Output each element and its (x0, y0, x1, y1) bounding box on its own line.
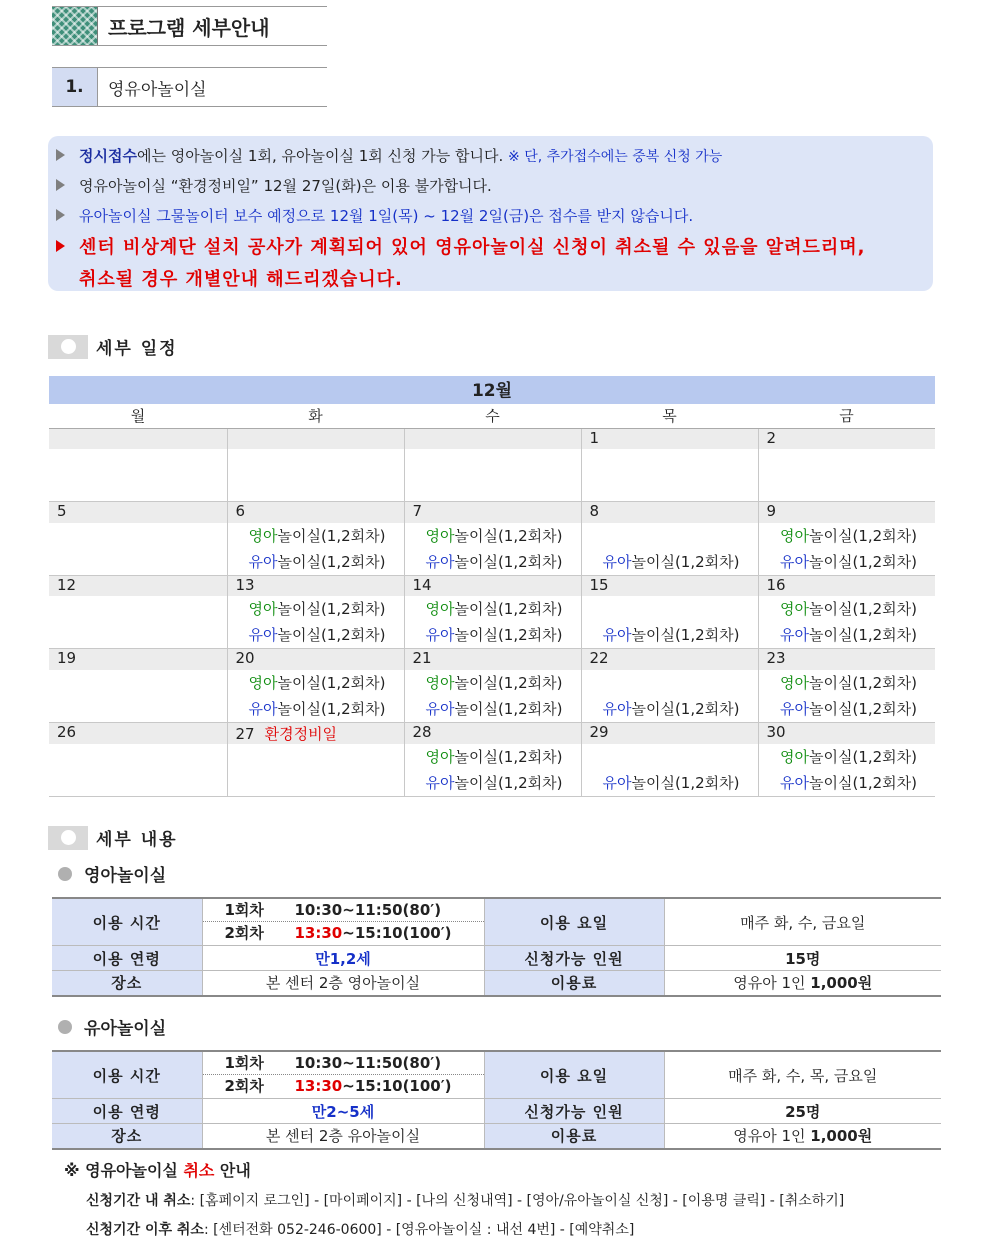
notice-text: 영유아놀이실 “환경정비일” 12월 27일(화)은 이용 불가합니다. (79, 176, 492, 195)
cancel-within-period: 신청기간 내 취소: [홈페이지 로그인] - [마이페이지] - [나의 신청내역] - [영아/유아놀이실 신청] - [이용명 클릭] - [취소하기] (86, 1193, 845, 1209)
calendar-date: 20 (227, 649, 404, 670)
notice-text: 유아놀이실 그물놀이터 보수 예정으로 12월 1일(목) ~ 12월 2일(금)은 접수를 받지 않습니다. (79, 206, 694, 225)
baby-room-entry: 영아놀이실(1,2회차) (780, 747, 918, 766)
time-label: 이용 시간 (52, 1051, 202, 1099)
age-value: 만1,2세 (202, 946, 484, 971)
calendar-date: 9 (758, 502, 935, 523)
schedule-heading (48, 334, 178, 359)
calendar-day-cell (227, 449, 404, 502)
toddler-room-entry: 유아놀이실(1,2회차) (602, 699, 740, 718)
toddler-room-entry: 유아놀이실(1,2회차) (602, 773, 740, 792)
calendar-day-cell (49, 523, 227, 576)
calendar-day-cell (581, 449, 758, 502)
notice-warning: 취소될 경우 개별안내 해드리겠습니다. (79, 269, 403, 290)
days-label: 이용 요일 (484, 1051, 664, 1099)
toddler-room-entry: 유아놀이실(1,2회차) (780, 552, 918, 571)
header-pattern-icon (52, 7, 98, 45)
circle-bullet-icon (48, 335, 88, 359)
notice-box (48, 136, 933, 291)
baby-room-entry: 영아놀이실(1,2회차) (780, 526, 918, 545)
notice-line-4 (56, 230, 933, 262)
calendar-day-cell (49, 596, 227, 649)
capacity-label: 신청가능 인원 (484, 1099, 664, 1124)
calendar-date (49, 428, 227, 449)
capacity-label: 신청가능 인원 (484, 946, 664, 971)
toddler-room-entry: 유아놀이실(1,2회차) (425, 552, 563, 571)
place-label: 장소 (52, 971, 202, 996)
calendar-date-row (49, 649, 935, 670)
fee-value: 영유아 1인 1,000원 (664, 971, 941, 996)
baby-room-entry: 영아놀이실(1,2회차) (248, 526, 386, 545)
calendar-date: 30 (758, 722, 935, 744)
days-value: 매주 화, 수, 목, 금요일 (664, 1051, 941, 1099)
weekday-fri: 금 (758, 404, 935, 428)
place-label: 장소 (52, 1124, 202, 1149)
days-label: 이용 요일 (484, 898, 664, 946)
calendar-date: 16 (758, 575, 935, 596)
page-header (52, 6, 327, 46)
weekday-tue: 화 (227, 404, 404, 428)
fee-value: 영유아 1인 1,000원 (664, 1124, 941, 1149)
toddler-room-entry: 유아놀이실(1,2회차) (248, 552, 386, 571)
weekday-wed: 수 (404, 404, 581, 428)
calendar-day-cell (49, 449, 227, 502)
toddler-room-entry: 유아놀이실(1,2회차) (425, 626, 563, 644)
holiday-label: 환경정비일 (264, 724, 338, 743)
calendar-day-cell (581, 670, 758, 723)
calendar-day-cell (404, 670, 581, 723)
calendar-day-cell (581, 744, 758, 797)
calendar-day-cell (581, 596, 758, 649)
calendar-date: 27 환경정비일 (227, 722, 404, 744)
calendar-date: 8 (581, 502, 758, 523)
calendar-date-row (49, 502, 935, 523)
calendar-date: 28 (404, 722, 581, 744)
calendar-content-row (49, 523, 935, 576)
baby-room-entry: 영아놀이실(1,2회차) (780, 673, 918, 692)
circle-bullet-icon (58, 867, 72, 881)
calendar-day-cell (404, 596, 581, 649)
capacity-value: 15명 (664, 946, 941, 971)
schedule-title: 세부 일정 (96, 339, 178, 359)
fee-label: 이용료 (484, 971, 664, 996)
baby-room-entry: 영아놀이실(1,2회차) (425, 747, 563, 766)
calendar-date: 5 (49, 502, 227, 523)
calendar-date: 12 (49, 575, 227, 596)
calendar-date: 22 (581, 649, 758, 670)
toddler-room-entry: 유아놀이실(1,2회차) (248, 699, 386, 718)
place-value: 본 센터 2층 영아놀이실 (202, 971, 484, 996)
baby-room-table (52, 897, 941, 997)
toddler-room-table (52, 1050, 941, 1150)
section-title: 영유아놀이실 (108, 79, 207, 100)
calendar-content-row (49, 670, 935, 723)
calendar-date: 15 (581, 575, 758, 596)
calendar-date: 13 (227, 575, 404, 596)
notice-line-1 (56, 140, 933, 170)
calendar-day-cell (404, 449, 581, 502)
calendar-date-row (49, 575, 935, 596)
calendar-day-cell (227, 596, 404, 649)
calendar (49, 376, 935, 797)
days-value: 매주 화, 수, 금요일 (664, 898, 941, 946)
calendar-date-row (49, 722, 935, 744)
calendar-date: 19 (49, 649, 227, 670)
calendar-date: 29 (581, 722, 758, 744)
calendar-day-cell (581, 523, 758, 576)
section-header (52, 67, 327, 107)
weekday-mon: 월 (49, 404, 227, 428)
toddler-room-entry: 유아놀이실(1,2회차) (602, 552, 740, 571)
calendar-date: 7 (404, 502, 581, 523)
place-value: 본 센터 2층 유아놀이실 (202, 1124, 484, 1149)
details-heading (48, 825, 178, 850)
calendar-day-cell (758, 744, 935, 797)
baby-room-entry: 영아놀이실(1,2회차) (425, 600, 563, 618)
baby-room-entry: 영아놀이실(1,2회차) (248, 600, 386, 618)
toddler-room-entry: 유아놀이실(1,2회차) (248, 626, 386, 644)
calendar-date: 23 (758, 649, 935, 670)
toddler-room-heading: 유아놀이실 (58, 1014, 166, 1039)
cancel-guide-title: ※ 영유아놀이실 취소 안내 (64, 1161, 251, 1180)
cancel-after-period: 신청기간 이후 취소: [센터전화 052-246-0600] - [영유아놀이실 : 내선 4번] - [예약취소] (86, 1222, 635, 1238)
toddler-room-entry: 유아놀이실(1,2회차) (425, 699, 563, 718)
calendar-day-cell (404, 523, 581, 576)
toddler-room-entry: 유아놀이실(1,2회차) (780, 773, 918, 792)
calendar-date: 1 (581, 428, 758, 449)
calendar-day-cell (758, 596, 935, 649)
triangle-bullet-icon (56, 209, 65, 221)
calendar-date: 6 (227, 502, 404, 523)
calendar-day-cell (758, 670, 935, 723)
notice-note: ※ 단, 추가접수에는 중복 신청 가능 (508, 148, 723, 165)
triangle-bullet-icon (56, 149, 65, 161)
capacity-value: 25명 (664, 1099, 941, 1124)
calendar-date (227, 428, 404, 449)
weekday-thu: 목 (581, 404, 758, 428)
toddler-room-entry: 유아놀이실(1,2회차) (780, 699, 918, 718)
notice-line-3 (56, 200, 933, 230)
calendar-date: 14 (404, 575, 581, 596)
toddler-room-entry: 유아놀이실(1,2회차) (425, 773, 563, 792)
section-number: 1. (52, 68, 98, 106)
toddler-room-entry: 유아놀이실(1,2회차) (780, 626, 918, 644)
calendar-date-row (49, 428, 935, 449)
calendar-date: 26 (49, 722, 227, 744)
baby-room-heading: 영아놀이실 (58, 861, 166, 886)
time-value: 1회차 10:30~11:50(80′) 2회차 13:30~15:10(100′) (202, 1051, 484, 1099)
calendar-content-row (49, 744, 935, 797)
notice-line-5 (56, 262, 933, 294)
calendar-content-row (49, 596, 935, 649)
baby-room-entry: 영아놀이실(1,2회차) (425, 673, 563, 692)
time-value: 1회차 10:30~11:50(80′) 2회차 13:30~15:10(100′) (202, 898, 484, 946)
calendar-day-cell (227, 523, 404, 576)
toddler-room-entry: 유아놀이실(1,2회차) (602, 626, 740, 644)
notice-warning: 센터 비상계단 설치 공사가 계획되어 있어 영유아놀이실 신청이 취소될 수 있음을 알려드리며, (79, 237, 866, 258)
calendar-content-row (49, 449, 935, 502)
calendar-month: 12월 (49, 376, 935, 404)
time-label: 이용 시간 (52, 898, 202, 946)
baby-room-entry: 영아놀이실(1,2회차) (425, 526, 563, 545)
circle-bullet-icon (48, 826, 88, 850)
details-title: 세부 내용 (96, 830, 178, 850)
calendar-day-cell (758, 523, 935, 576)
cancel-guide (64, 1158, 844, 1239)
notice-emphasis: 정시접수 (79, 146, 137, 165)
baby-room-entry: 영아놀이실(1,2회차) (780, 600, 918, 618)
baby-room-entry: 영아놀이실(1,2회차) (248, 673, 386, 692)
calendar-day-cell (404, 744, 581, 797)
fee-label: 이용료 (484, 1124, 664, 1149)
notice-line-2 (56, 170, 933, 200)
calendar-day-cell (49, 670, 227, 723)
calendar-day-cell (49, 744, 227, 797)
calendar-day-cell (227, 670, 404, 723)
notice-text: 에는 영아놀이실 1회, 유아놀이실 1회 신청 가능 합니다. (136, 146, 509, 165)
age-label: 이용 연령 (52, 1099, 202, 1124)
calendar-date: 2 (758, 428, 935, 449)
age-value: 만2~5세 (202, 1099, 484, 1124)
calendar-day-cell (758, 449, 935, 502)
triangle-bullet-icon (56, 179, 65, 191)
page-title: 프로그램 세부안내 (108, 15, 270, 40)
triangle-bullet-icon (56, 240, 65, 252)
circle-bullet-icon (58, 1020, 72, 1034)
calendar-date (404, 428, 581, 449)
calendar-date: 21 (404, 649, 581, 670)
calendar-day-cell (227, 744, 404, 797)
age-label: 이용 연령 (52, 946, 202, 971)
